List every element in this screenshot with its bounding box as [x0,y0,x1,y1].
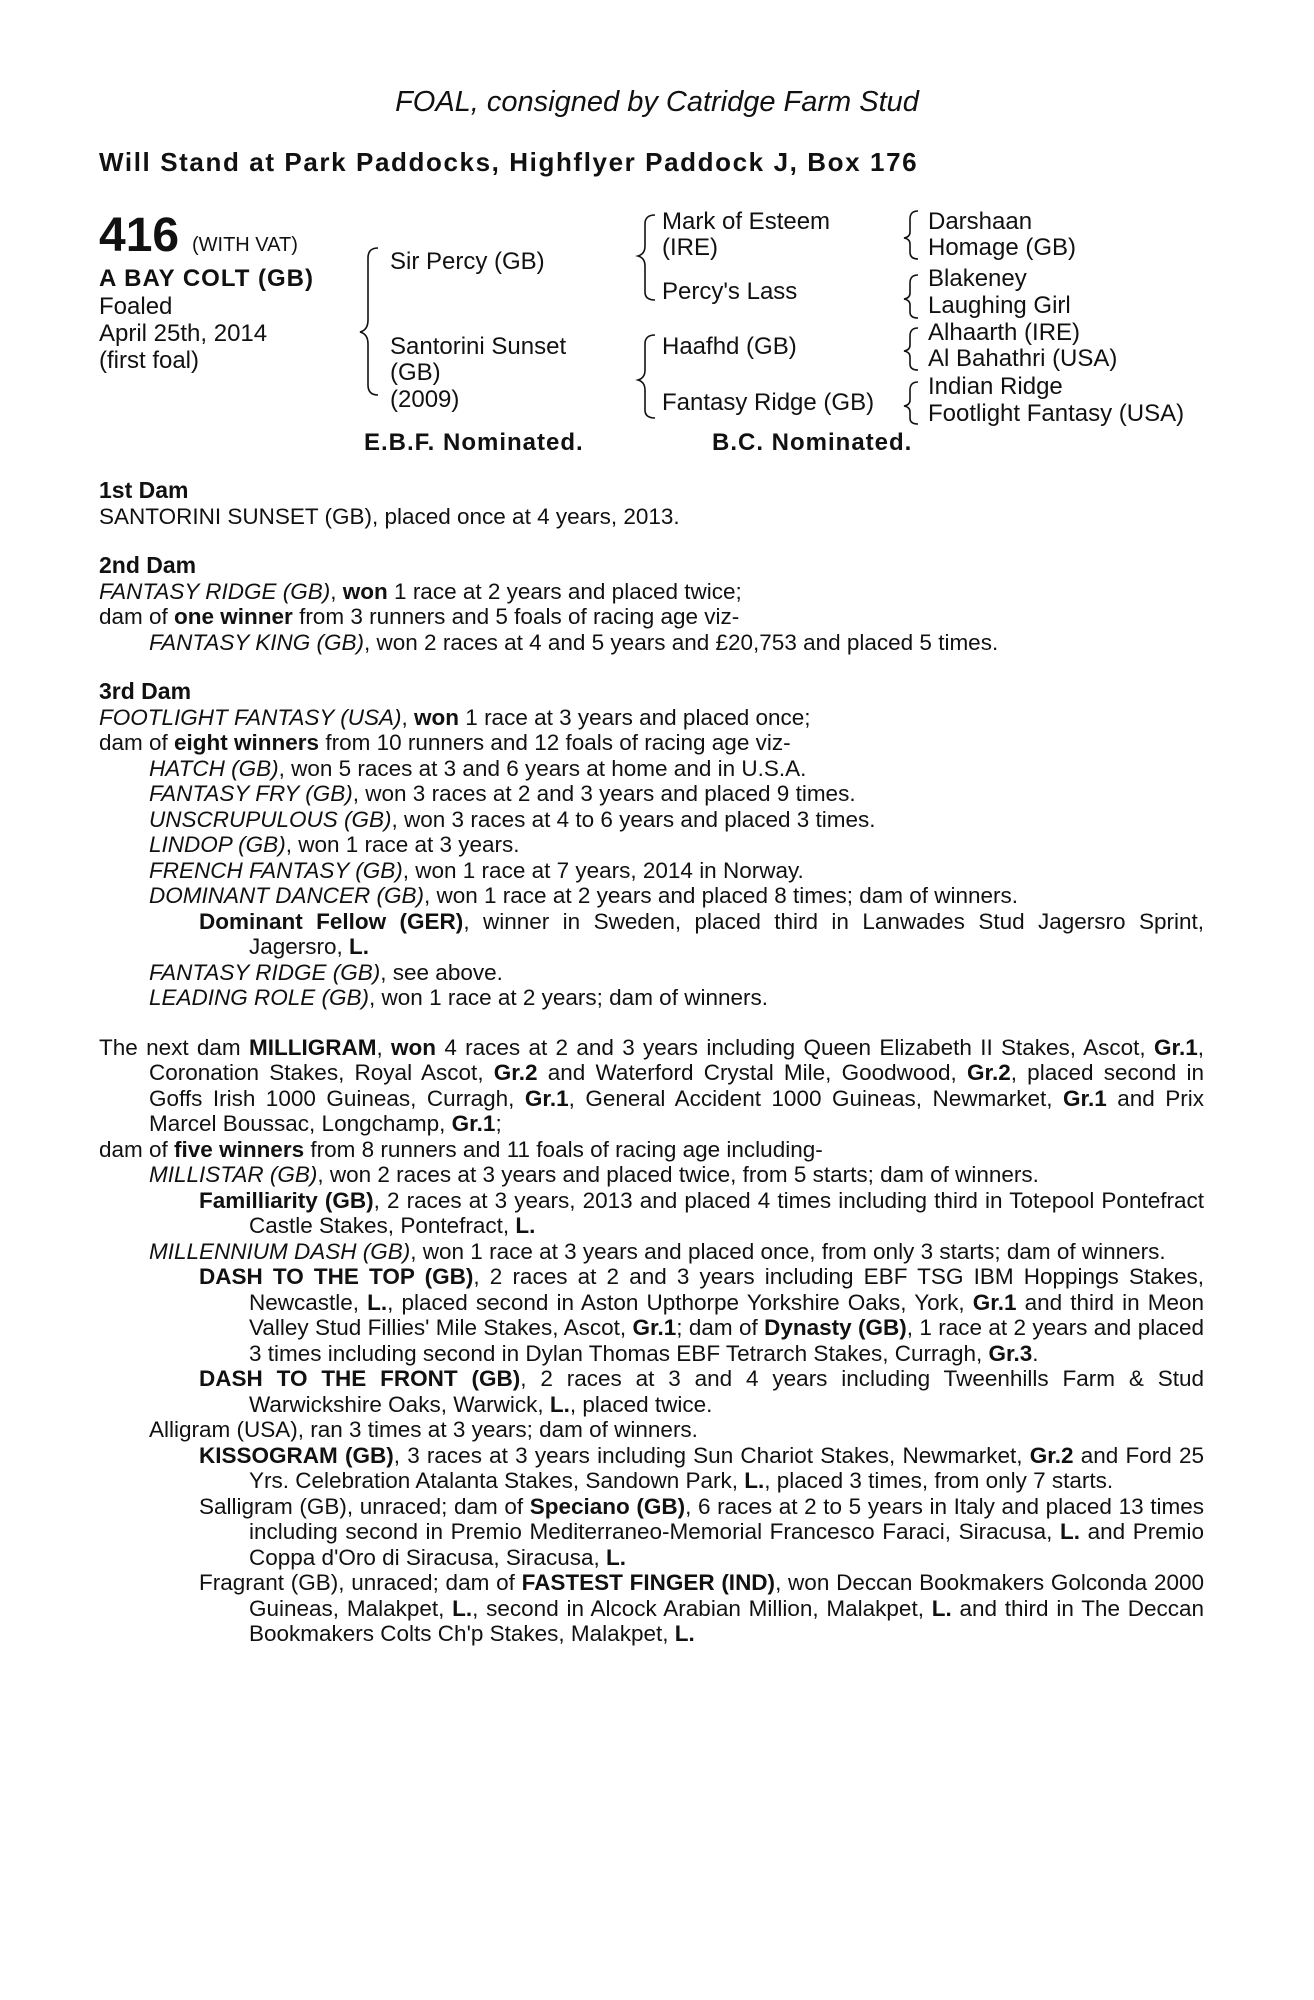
pedigree-dam-line2: (GB) [390,359,441,386]
first-foal-note: (first foal) [99,347,200,374]
next-dam-grandproduce-dash-to-the-front: DASH TO THE FRONT (GB), 2 races at 3 and 4 years including Tweenhills Farm & Stud Warwickshire Oaks, Warwick, L., placed twice. [199,1366,1204,1417]
brace-sire-side [638,215,655,300]
first-dam-text: SANTORINI SUNSET (GB), placed once at 4 years, 2013. [99,503,680,529]
pedigree-sire-sire-line2: (IRE) [662,234,718,261]
pedigree-braces [0,0,1314,460]
pedigree-g7: Indian Ridge [928,373,1063,400]
pedigree-sire-dam: Percy's Lass [662,278,798,305]
third-dam-produce-hatch: HATCH (GB), won 5 races at 3 and 6 years at home and in U.S.A. [149,755,807,781]
consignor-title: FOAL, consigned by Catridge Farm Stud [395,86,919,118]
brace-granddam-1 [904,275,918,318]
next-dam-grandproduce-dash-to-the-top: DASH TO THE TOP (GB), 2 races at 2 and 3 years including EBF TSG IBM Hoppings Stakes, Newcastle, L., placed second in Aston Upthorpe Yorkshire Oaks, York, Gr.1 and third in Meon Valley Stud Fillies' Mile Stakes, Ascot, Gr.1; dam of Dynasty (GB), 1 race at 2 years and placed 3 times including second in Dylan Thomas EBF Tetrarch Stakes, Curragh, Gr.3. [199,1264,1204,1366]
third-dam-produce-fantasy-ridge: FANTASY RIDGE (GB), see above. [149,959,503,985]
third-dam-produce-french: FRENCH FANTASY (GB), won 1 race at 7 years, 2014 in Norway. [149,857,804,883]
next-dam-summary: dam of five winners from 8 runners and 11 foals of racing age including- [99,1136,823,1162]
third-dam-grandproduce-dominant-fellow: Dominant Fellow (GER), winner in Sweden, placed third in Lanwades Stud Jagersro Sprint, Jagersro, L. [199,908,1204,959]
second-dam-line2: dam of one winner from 3 runners and 5 foals of racing age viz- [99,604,740,629]
third-dam-produce-fry: FANTASY FRY (GB), won 3 races at 2 and 3 years and placed 9 times. [149,781,856,806]
second-dam-heading: 2nd Dam [99,552,197,578]
third-dam-produce-dominant-dancer: DOMINANT DANCER (GB), won 1 race at 2 years and placed 8 times; dam of winners. [149,883,1019,908]
third-dam-line2: dam of eight winners from 10 runners and 12 foals of racing age viz- [99,730,791,755]
next-dam-paragraph: The next dam MILLIGRAM, won 4 races at 2 and 3 years including Queen Elizabeth II Stakes, Ascot, Gr.1, Coronation Stakes, Royal Ascot, Gr.2 and Waterford Crystal Mile, Goodwood, Gr.2, placed second in Goffs Irish 1000 Guineas, Curragh, Gr.1, General Accident 1000 Guineas, Newmarket, Gr.1 and Prix Marcel Boussac, Longchamp, Gr.1; [99,1034,1204,1136]
next-dam-grandproduce-salligram: Salligram (GB), unraced; dam of Speciano (GB), 6 races at 2 to 5 years in Italy and placed 13 times including second in Premio Mediterraneo-Memorial Francesco Faraci, Siracusa, L. and Premio Coppa d'Oro di Siracusa, Siracusa, L. [199,1493,1204,1570]
next-dam-grandproduce-familliarity: Familliarity (GB), 2 races at 3 years, 2013 and placed 4 times including third in Totepool Pontefract Castle Stakes, Pontefract, L. [199,1187,1204,1238]
next-dam-produce-millistar: MILLISTAR (GB), won 2 races at 3 years and placed twice, from 5 starts; dam of winners. [149,1162,1039,1187]
lot-number: 416 [99,209,180,262]
first-dam-heading: 1st Dam [99,477,189,503]
pedigree-dam-line3: (2009) [390,386,460,413]
third-dam-produce-unscrupulous: UNSCRUPULOUS (GB), won 3 races at 4 to 6 years and placed 3 times. [149,806,876,832]
next-dam-grandproduce-fragrant: Fragrant (GB), unraced; dam of FASTEST FINGER (IND), won Deccan Bookmakers Golconda 2000 Guineas, Malakpet, L., second in Alcock Arabian Million, Malakpet, L. and third in The Deccan Bookmakers Colts Ch'p Stakes, Malakpet, L. [199,1570,1205,1646]
third-dam-line1: FOOTLIGHT FANTASY (USA), won 1 race at 3 years and placed once; [99,704,811,730]
third-dam-produce-leading-role: LEADING ROLE (GB), won 1 race at 2 years; dam of winners. [149,985,768,1010]
brace-grandsire-1 [904,211,918,259]
pedigree-dam-dam: Fantasy Ridge (GB) [662,389,875,416]
pedigree-g8: Footlight Fantasy (USA) [928,400,1185,427]
next-dam-produce-millennium-dash: MILLENNIUM DASH (GB), won 1 race at 3 years and placed once, from only 3 starts; dam of winners. [149,1238,1166,1264]
third-dam-produce-lindop: LINDOP (GB), won 1 race at 3 years. [149,832,520,857]
pedigree-dam-line1: Santorini Sunset [390,333,567,360]
ebf-nominated: E.B.F. Nominated. [364,429,584,456]
pedigree-g6: Al Bahathri (USA) [928,345,1118,372]
brace-granddam-2 [904,382,918,424]
second-dam-produce-1: FANTASY KING (GB), won 2 races at 4 and 5 years and £20,753 and placed 5 times. [149,629,999,655]
pedigree-g4: Laughing Girl [928,292,1071,319]
second-dam-line1: FANTASY RIDGE (GB), won 1 race at 2 years and placed twice; [99,578,742,604]
foaled-date: April 25th, 2014 [99,320,268,347]
vat-label: (WITH VAT) [192,234,298,256]
brace-grandsire-2 [904,328,918,370]
stand-location: Will Stand at Park Paddocks, Highflyer Paddock J, Box 176 [99,147,919,177]
pedigree-g3: Blakeney [928,265,1027,292]
brace-generation-1 [360,248,378,395]
bc-nominated: B.C. Nominated. [712,429,913,456]
foaled-label: Foaled [99,293,173,320]
third-dam-heading: 3rd Dam [99,678,192,704]
brace-dam-side [638,335,655,418]
pedigree-g5: Alhaarth (IRE) [928,319,1081,346]
next-dam-grandproduce-kissogram: KISSOGRAM (GB), 3 races at 3 years including Sun Chariot Stakes, Newmarket, Gr.2 and Ford 25 Yrs. Celebration Atalanta Stakes, Sandown Park, L., placed 3 times, from only 7 starts. [199,1442,1204,1493]
pedigree-g2: Homage (GB) [928,234,1077,261]
pedigree-sire-sire-line1: Mark of Esteem [662,208,831,235]
produce-record [99,478,1204,1647]
next-dam-produce-alligram: Alligram (USA), ran 3 times at 3 years; dam of winners. [149,1417,698,1442]
lot-name: A BAY COLT (GB) [99,265,315,292]
pedigree-sire: Sir Percy (GB) [390,248,545,275]
pedigree-dam-sire: Haafhd (GB) [662,333,797,360]
pedigree-g1: Darshaan [928,208,1033,235]
